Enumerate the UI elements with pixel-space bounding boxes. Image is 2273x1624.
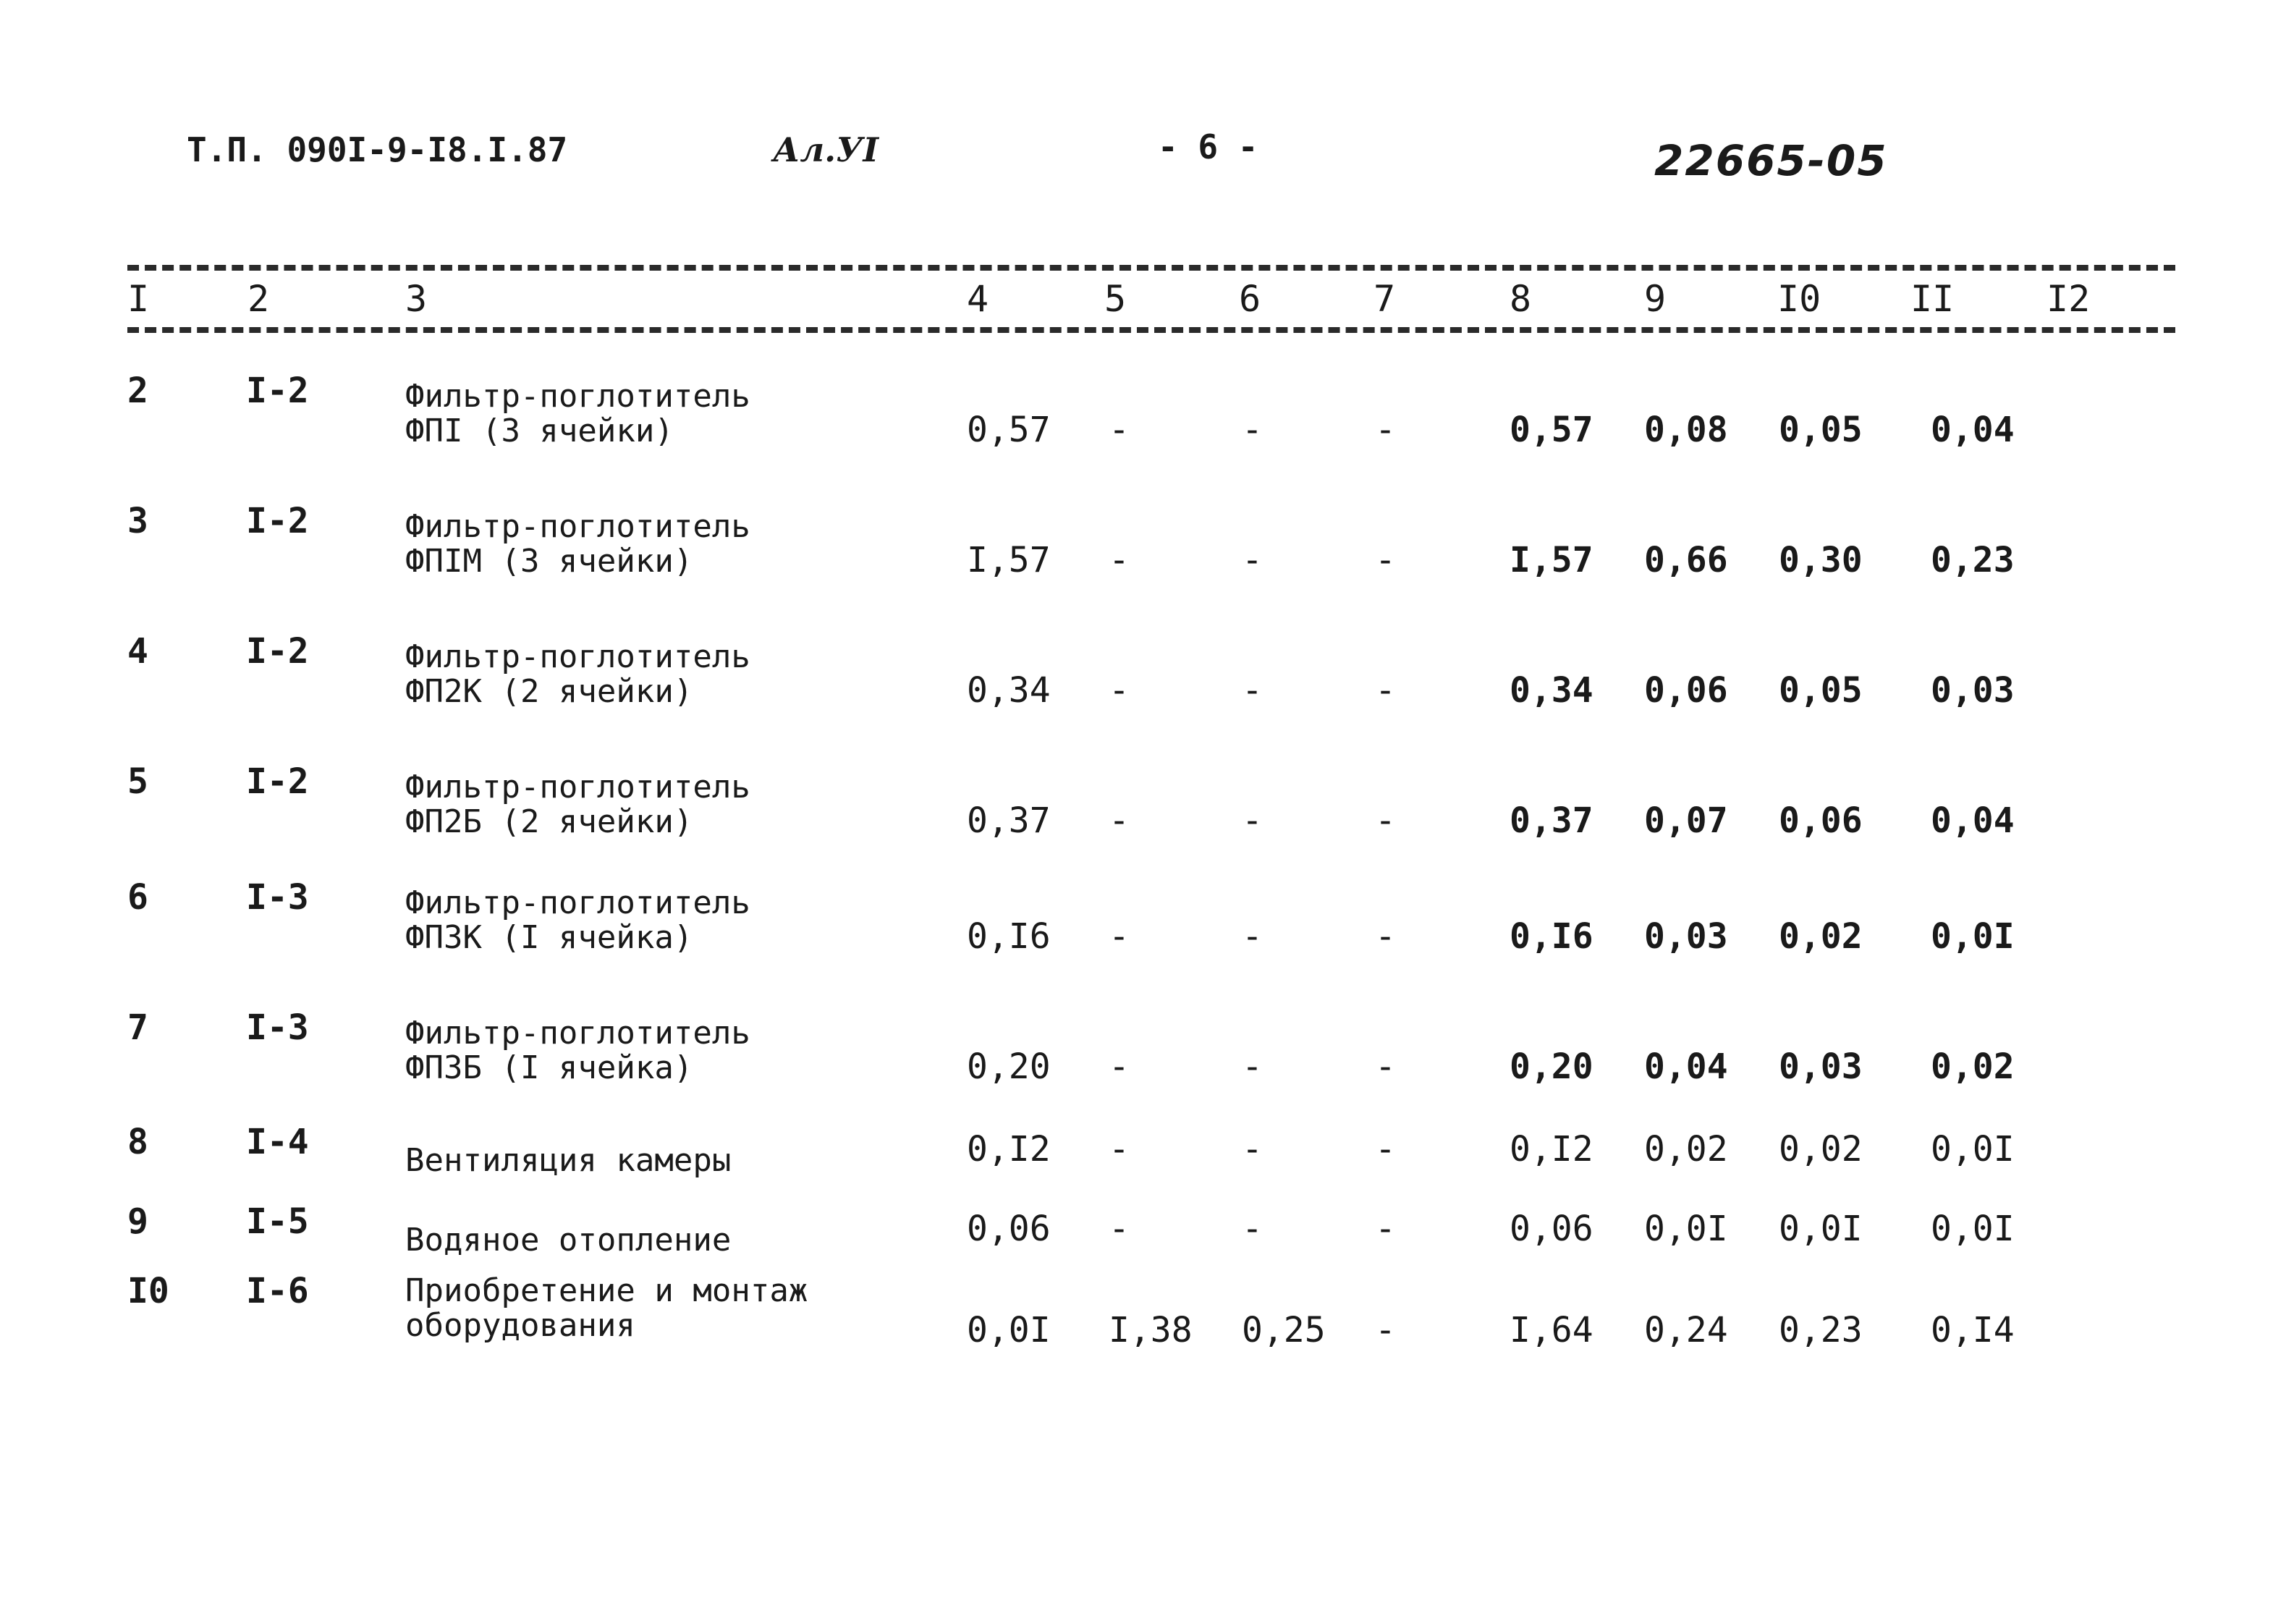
row-reference: I-2 [246, 501, 309, 541]
cell-value: 0,57 [967, 410, 1051, 450]
cell-value: 0,23 [1779, 1310, 1863, 1350]
cell-value: - [1109, 916, 1130, 957]
cell-value: 0,06 [967, 1209, 1051, 1249]
row-name-line: оборудования [405, 1307, 635, 1344]
cell-value: - [1109, 410, 1130, 450]
row-reference: I-2 [246, 631, 309, 672]
cell-value: 0,0I [1931, 916, 2015, 957]
row-name-line: Фильтр-поглотитель [405, 378, 750, 415]
row-name-line: ФП2К (2 ячейки) [405, 673, 693, 710]
row-name-line: ФПI (3 ячейки) [405, 413, 674, 449]
row-reference: I-4 [246, 1122, 309, 1162]
table-header-rule [127, 327, 2175, 333]
cell-value: - [1109, 1046, 1130, 1087]
cell-value: - [1242, 670, 1263, 711]
cell-value: 0,20 [967, 1046, 1051, 1087]
cell-value: 0,I2 [967, 1129, 1051, 1170]
cell-value: - [1109, 540, 1130, 580]
cell-value: 0,0I [1644, 1209, 1728, 1249]
cell-value: - [1242, 916, 1263, 957]
cell-value: I,38 [1109, 1310, 1193, 1350]
cell-value: I,57 [967, 540, 1051, 580]
row-name-line: ФП3Б (I ячейка) [405, 1049, 693, 1086]
cell-value: 0,I6 [967, 916, 1051, 957]
cell-value: 0,24 [1644, 1310, 1728, 1350]
cell-value: 0,03 [1779, 1046, 1863, 1087]
cell-value: 0,08 [1644, 410, 1728, 450]
row-number: 6 [127, 877, 148, 918]
cell-value: 0,37 [967, 800, 1051, 841]
cell-value: I,57 [1510, 540, 1593, 580]
cell-value: 0,34 [967, 670, 1051, 711]
row-name-line: ФП3К (I ячейка) [405, 919, 693, 956]
row-name-line: Приобретение и монтаж [405, 1272, 808, 1309]
cell-value: 0,I6 [1510, 916, 1593, 957]
cell-value: 0,I4 [1931, 1310, 2015, 1350]
row-name [405, 1143, 731, 1178]
row-name-line: ФПIМ (3 ячейки) [405, 543, 693, 580]
cell-value: - [1109, 670, 1130, 711]
cell-value: 0,05 [1779, 410, 1863, 450]
column-number: II [1910, 278, 1955, 320]
column-number: 4 [967, 278, 989, 320]
cell-value: 0,34 [1510, 670, 1593, 711]
cell-value: - [1375, 540, 1396, 580]
cell-value: 0,02 [1931, 1046, 2015, 1087]
document-number: 22665-05 [1654, 136, 1888, 185]
sheet-label: Ал.УI [773, 130, 879, 169]
row-number: I0 [127, 1271, 169, 1311]
cell-value: - [1375, 1046, 1396, 1087]
page-number: - 6 - [1158, 127, 1258, 166]
row-number: 7 [127, 1007, 148, 1048]
cell-value: 0,0I [1779, 1209, 1863, 1249]
cell-value: 0,0I [1931, 1129, 2015, 1170]
row-reference: I-2 [246, 761, 309, 802]
cell-value: 0,23 [1931, 540, 2015, 580]
table-top-rule [127, 265, 2175, 271]
cell-value: - [1375, 800, 1396, 841]
cell-value: - [1242, 1209, 1263, 1249]
column-number: I2 [2046, 278, 2091, 320]
cell-value: 0,02 [1779, 1129, 1863, 1170]
row-name [405, 886, 750, 955]
cell-value: 0,03 [1644, 916, 1728, 957]
row-reference: I-2 [246, 371, 309, 411]
cell-value: 0,02 [1779, 916, 1863, 957]
row-name-line: Фильтр-поглотитель [405, 638, 750, 675]
row-number: 9 [127, 1201, 148, 1242]
cell-value: - [1375, 410, 1396, 450]
row-number: 8 [127, 1122, 148, 1162]
row-name-line: Фильтр-поглотитель [405, 1015, 750, 1052]
cell-value: 0,I2 [1510, 1129, 1593, 1170]
row-reference: I-6 [246, 1271, 309, 1311]
cell-value: 0,03 [1931, 670, 2015, 711]
cell-value: 0,37 [1510, 800, 1593, 841]
cell-value: - [1242, 800, 1263, 841]
cell-value: 0,04 [1931, 410, 2015, 450]
cell-value: 0,07 [1644, 800, 1728, 841]
cell-value: 0,05 [1779, 670, 1863, 711]
row-name-line: Фильтр-поглотитель [405, 508, 750, 545]
row-reference: I-3 [246, 877, 309, 918]
row-name [405, 1274, 808, 1343]
row-name [405, 1223, 731, 1258]
cell-value: 0,66 [1644, 540, 1728, 580]
cell-value: 0,06 [1779, 800, 1863, 841]
row-name-line: Фильтр-поглотитель [405, 769, 750, 805]
cell-value: - [1109, 800, 1130, 841]
cell-value: - [1242, 410, 1263, 450]
row-name [405, 509, 750, 579]
cell-value: 0,20 [1510, 1046, 1593, 1087]
row-reference: I-5 [246, 1201, 309, 1242]
row-number: 3 [127, 501, 148, 541]
cell-value: 0,06 [1644, 670, 1728, 711]
column-number: 6 [1239, 278, 1261, 320]
row-name-line: ФП2Б (2 ячейки) [405, 803, 693, 840]
cell-value: 0,57 [1510, 410, 1593, 450]
cell-value: - [1242, 1046, 1263, 1087]
row-name-line: Вентиляция камеры [405, 1142, 732, 1179]
cell-value: 0,02 [1644, 1129, 1728, 1170]
cell-value: 0,30 [1779, 540, 1863, 580]
column-number: I [127, 278, 150, 320]
cell-value: - [1375, 1129, 1396, 1170]
cell-value: 0,0I [1931, 1209, 2015, 1249]
cell-value: - [1109, 1209, 1130, 1249]
cell-value: 0,04 [1644, 1046, 1728, 1087]
column-number: 5 [1104, 278, 1127, 320]
column-number: 3 [405, 278, 428, 320]
column-number: 7 [1373, 278, 1396, 320]
row-number: 5 [127, 761, 148, 802]
column-number: 2 [247, 278, 270, 320]
cell-value: - [1375, 670, 1396, 711]
cell-value: 0,06 [1510, 1209, 1593, 1249]
cell-value: - [1375, 1310, 1396, 1350]
row-name-line: Фильтр-поглотитель [405, 884, 750, 921]
column-number: I0 [1777, 278, 1821, 320]
row-name [405, 770, 750, 840]
cell-value: 0,04 [1931, 800, 2015, 841]
row-name [405, 1016, 750, 1086]
document-code: Т.П. 090I-9-I8.I.87 [187, 130, 568, 169]
cell-value: - [1242, 1129, 1263, 1170]
row-name [405, 379, 750, 449]
cell-value: 0,25 [1242, 1310, 1326, 1350]
cell-value: - [1242, 540, 1263, 580]
row-number: 2 [127, 371, 148, 411]
column-number: 9 [1644, 278, 1667, 320]
cell-value: 0,0I [967, 1310, 1051, 1350]
cell-value: - [1109, 1129, 1130, 1170]
column-number: 8 [1510, 278, 1532, 320]
row-name [405, 640, 750, 709]
cell-value: - [1375, 916, 1396, 957]
row-reference: I-3 [246, 1007, 309, 1048]
cell-value: - [1375, 1209, 1396, 1249]
row-name-line: Водяное отопление [405, 1222, 732, 1259]
cell-value: I,64 [1510, 1310, 1593, 1350]
row-number: 4 [127, 631, 148, 672]
